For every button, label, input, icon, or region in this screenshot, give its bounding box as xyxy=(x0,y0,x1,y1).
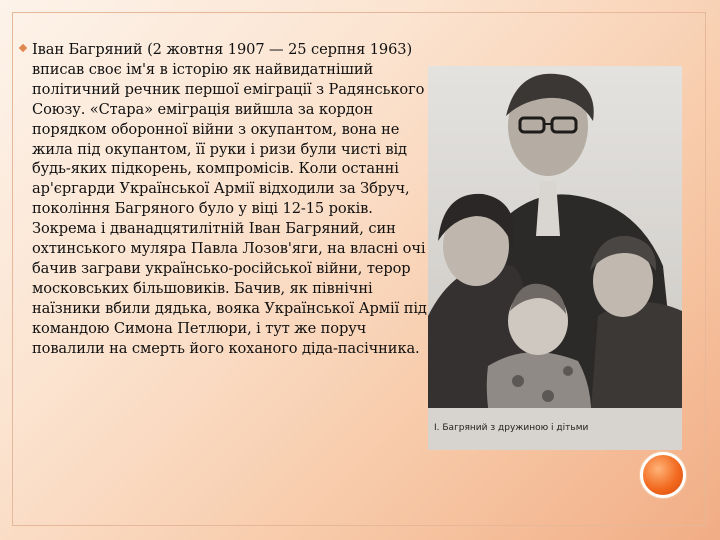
decorative-orb xyxy=(640,452,686,498)
family-photo-image xyxy=(428,66,682,450)
photo-caption: І. Багряний з дружиною і дітьми xyxy=(434,423,589,433)
body-paragraph: Іван Багряний (2 жовтня 1907 — 25 серпня 1963) вписав своє ім'я в історію як найвидатніший політичний речник першої еміграції з Радянського Союзу. «Стара» еміграція вийшла за кордон порядком оборонної війни з окупантом, вона не жила під окупантом, її руки і ризи були чисті від будь-яких підкорень, компромісів. Коли останні ар'єргарди Української Армії відходили за Збруч, покоління Багряного було у віці 12-15 років. Зокрема і дванадцятилітній Іван Багряний, син охтинського муляра Павла Лозов'яги, на власні очі бачив заграви українсько-російської війни, терор московських більшовиків. Бачив, як північні наїзники вбили дядька, вояка Української Армії під командою Симона Петлюри, і тут же поруч повалили на смерть його коханого діда-пасічника. xyxy=(32,41,427,357)
family-photo xyxy=(428,66,682,450)
